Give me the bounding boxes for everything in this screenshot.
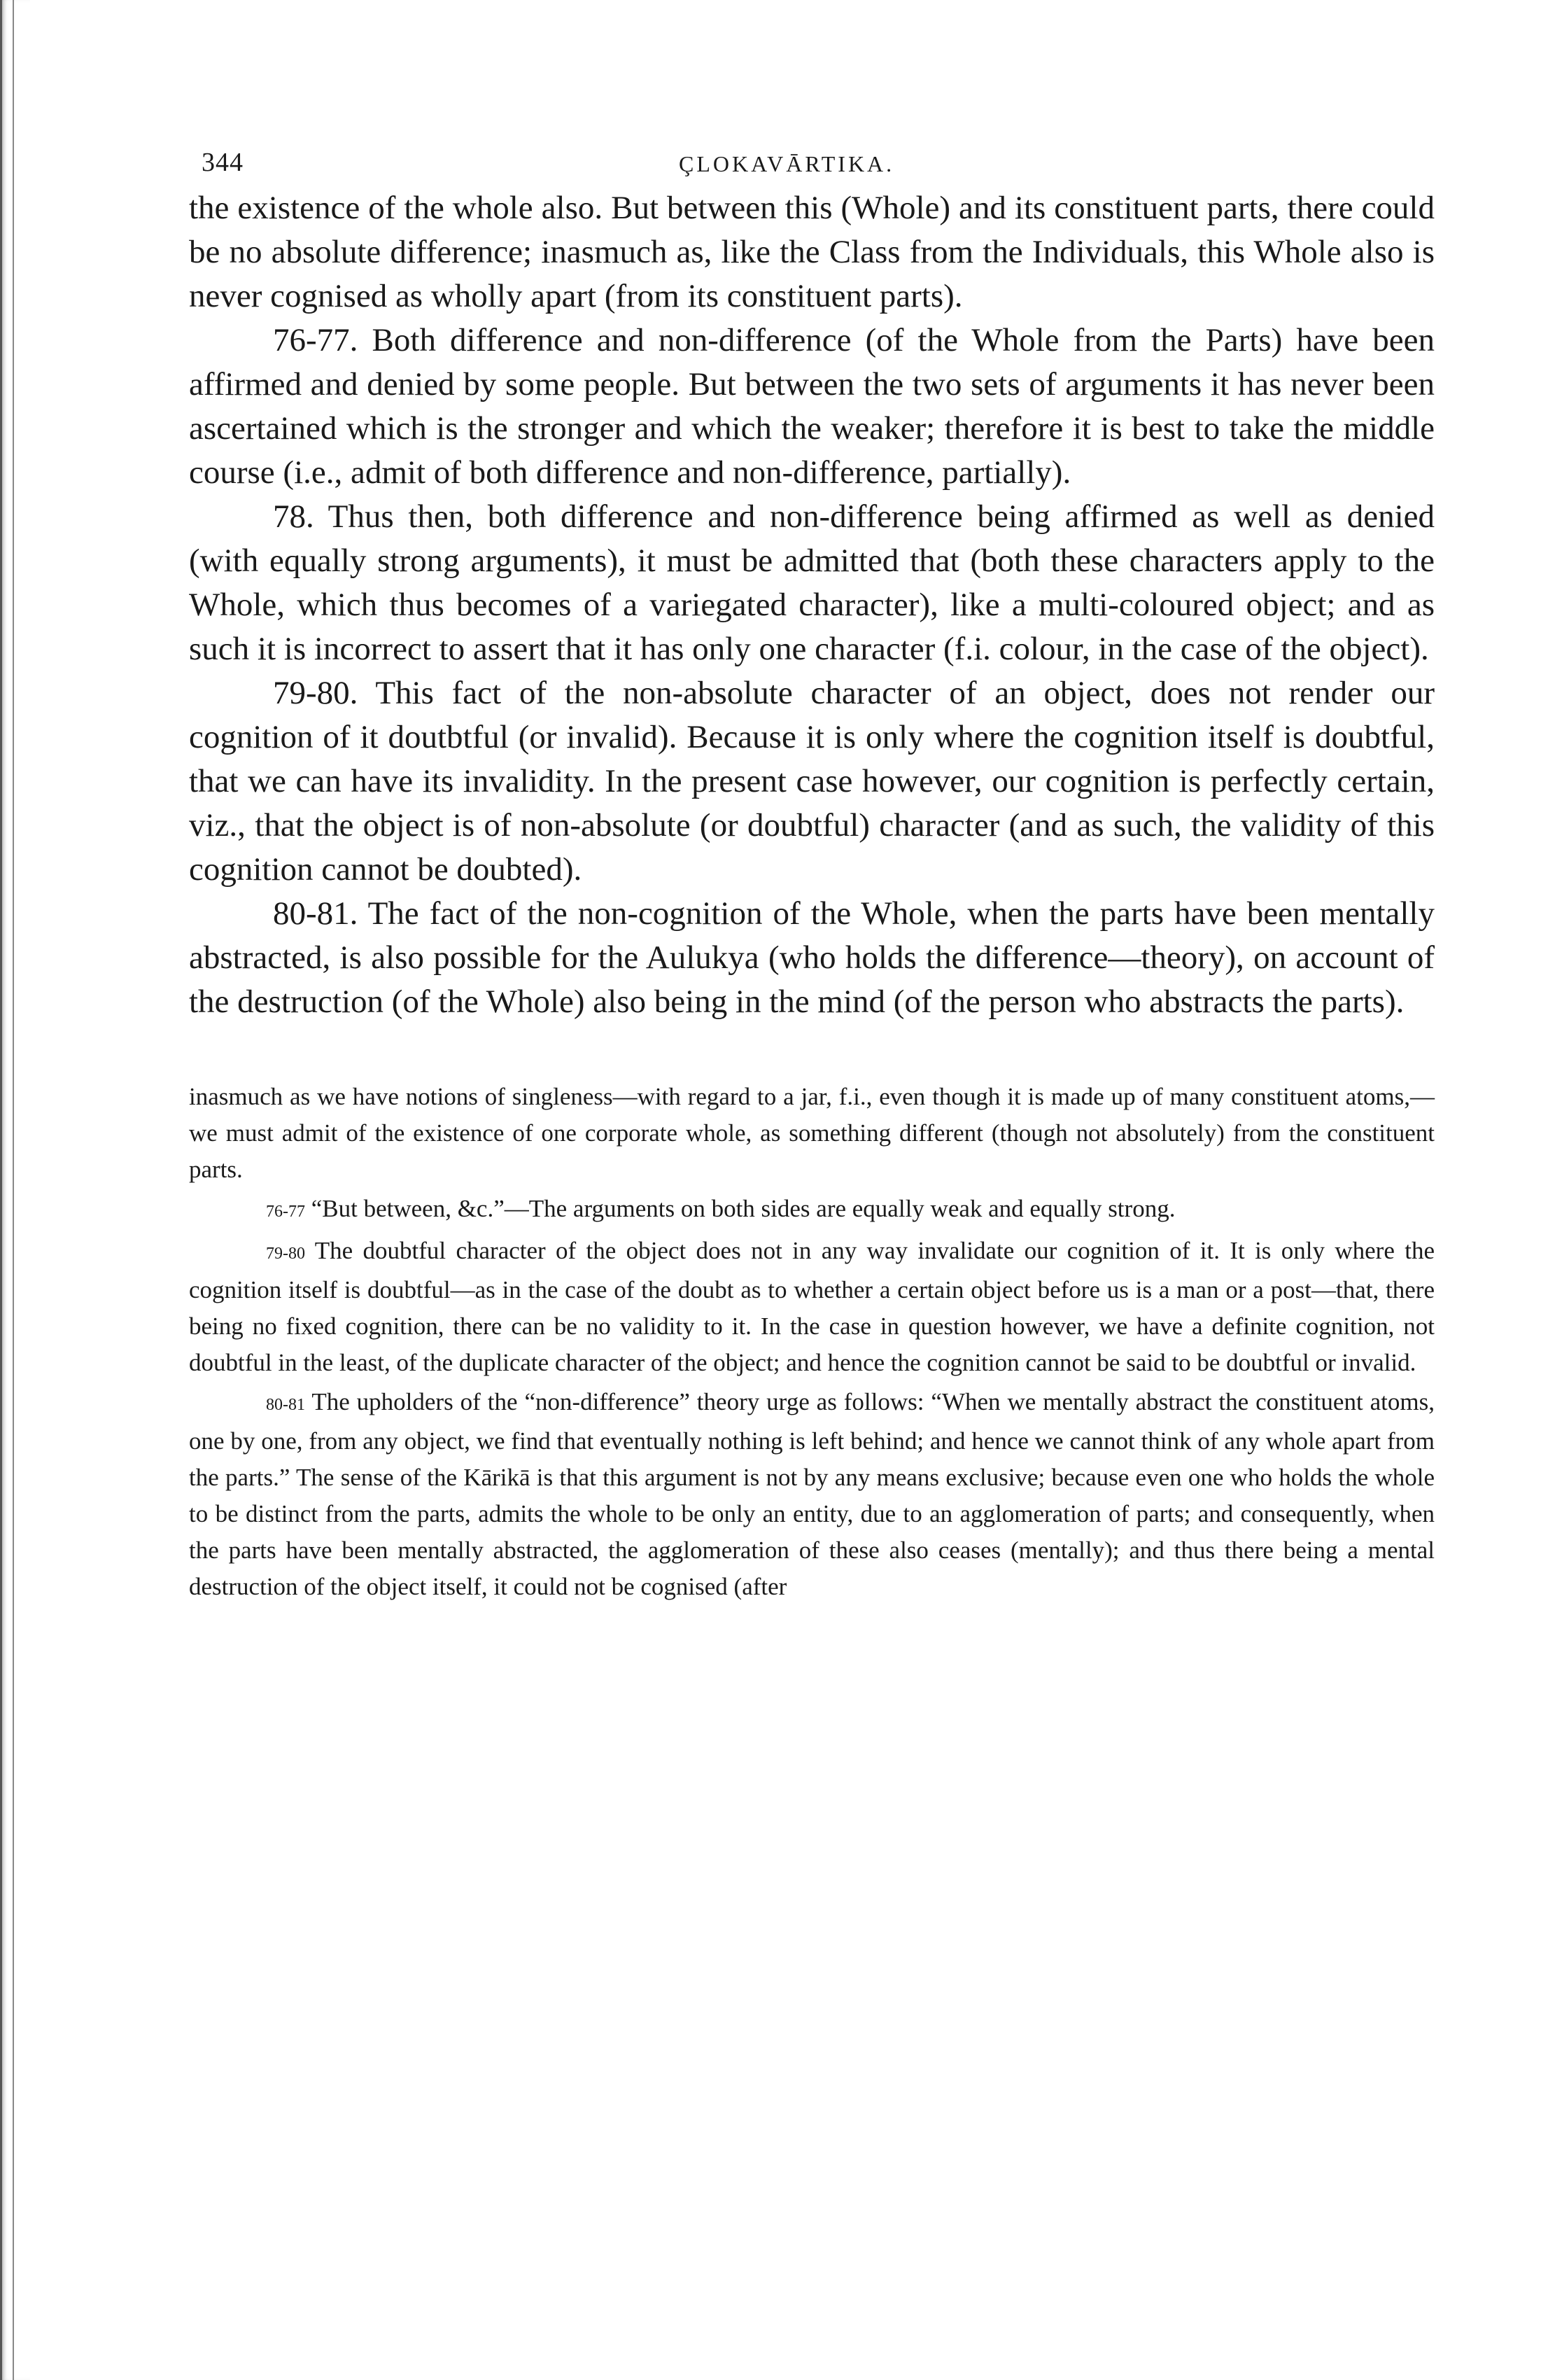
- verse-text: The fact of the non-cognition of the Whole, when the parts have been mentally abstracted, is also possible for the Aulukya (who holds the difference—theory), on account of the destruction (of the Whole) also being in the mind (of the person who abstracts the parts).: [189, 895, 1435, 1020]
- verse-76-77: [189, 318, 1435, 495]
- footnotes: [189, 1079, 1435, 1605]
- running-title: ÇLOKAVĀRTIKA.: [679, 151, 895, 176]
- page-header: [189, 105, 1435, 177]
- verse-text: This fact of the non-absolute character of an object, does not render our cognition of it doutbtful (or invalid). Because it is only where the cognition itself is doubtful, that we can have its invalidity. In the present case however, our cognition is perfectly certain, viz., that the object is of non-absolute (or doubtful) character (and as such, the validity of this cognition cannot be doubted).: [189, 675, 1435, 888]
- verse-number: 76-77.: [273, 322, 358, 358]
- continuation-paragraph: the existence of the whole also. But between this (Whole) and its constituent parts, there could be no absolute difference; inasmuch as, like the Class from the Individuals, this Whole also is never cognised as wholly apart (from its constituent parts).: [189, 190, 1435, 314]
- footnote-ref: 79-80: [266, 1245, 305, 1263]
- verse-80-81: [189, 892, 1435, 1024]
- page-number: 344: [202, 148, 244, 177]
- verse-79-80: [189, 671, 1435, 892]
- verse-number: 78.: [273, 498, 314, 535]
- footnote-text: The doubtful character of the object does not in any way invalidate our cognition of it. It is only where the cognition itself is doubtful—as in the case of the doubt as to whether a certain object before us is a man or a post—that, there being no fixed cognition, there can be no validity to it. In the case in question however, we have a definite cognition, not doubtful in the least, of the duplicate character of the object; and hence the cognition cannot be said to be doubtful or invalid.: [189, 1237, 1435, 1376]
- verse-78: [189, 495, 1435, 671]
- verse-text: Thus then, both difference and non-difference being affirmed as well as denied (with equally strong arguments), it must be admitted that (both these characters apply to the Whole, which thus becomes of a variegated character), like a multi-coloured object; and as such it is incorrect to assert that it has only one character (f.i. colour, in the case of the object).: [189, 498, 1435, 667]
- footnote-continuation: inasmuch as we have notions of singleness—with regard to a jar, f.i., even though it is made up of many constituent atoms,—we must admit of the existence of one corporate whole, as something different (though not absolutely) from the constituent parts.: [189, 1083, 1435, 1183]
- footnote-text: The upholders of the “non-difference” theory urge as follows: “When we mentally abstract the constituent atoms, one by one, from any object, we find that eventually nothing is left behind; and hence we cannot think of any whole apart from the parts.” The sense of the Kārikā is that this argument is not by any means exclusive; because even one who holds the whole to be distinct from the parts, admits the whole to be only an entity, due to an agglomeration of parts; and consequently, when the parts have been mentally abstracted, the agglomeration of these also ceases (mentally); and thus there being a mental destruction of the object itself, it could not be cognised (after: [189, 1388, 1435, 1600]
- verse-text: Both difference and non-difference (of the Whole from the Parts) have been affirmed and denied by some people. But between the two sets of arguments it has never been ascertained which is the stronger and which the weaker; therefore it is best to take the middle course (i.e., admit of both difference and non-difference, partially).: [189, 322, 1435, 491]
- verse-number: 79-80.: [273, 675, 358, 711]
- scan-binding-line: [13, 0, 14, 2380]
- footnote-ref: 80-81: [266, 1396, 305, 1414]
- footnote-80-81: [189, 1384, 1435, 1605]
- main-text: [189, 186, 1435, 1024]
- footnote-79-80: [189, 1233, 1435, 1381]
- scan-binding-edge: [0, 0, 30, 2380]
- footnote-text: “But between, &c.”—The arguments on both sides are equally weak and equally strong.: [311, 1195, 1176, 1222]
- footnote-ref: 76-77: [266, 1203, 305, 1221]
- document-page: [189, 105, 1435, 1605]
- verse-number: 80-81.: [273, 895, 358, 932]
- footnote-76-77: [189, 1191, 1435, 1230]
